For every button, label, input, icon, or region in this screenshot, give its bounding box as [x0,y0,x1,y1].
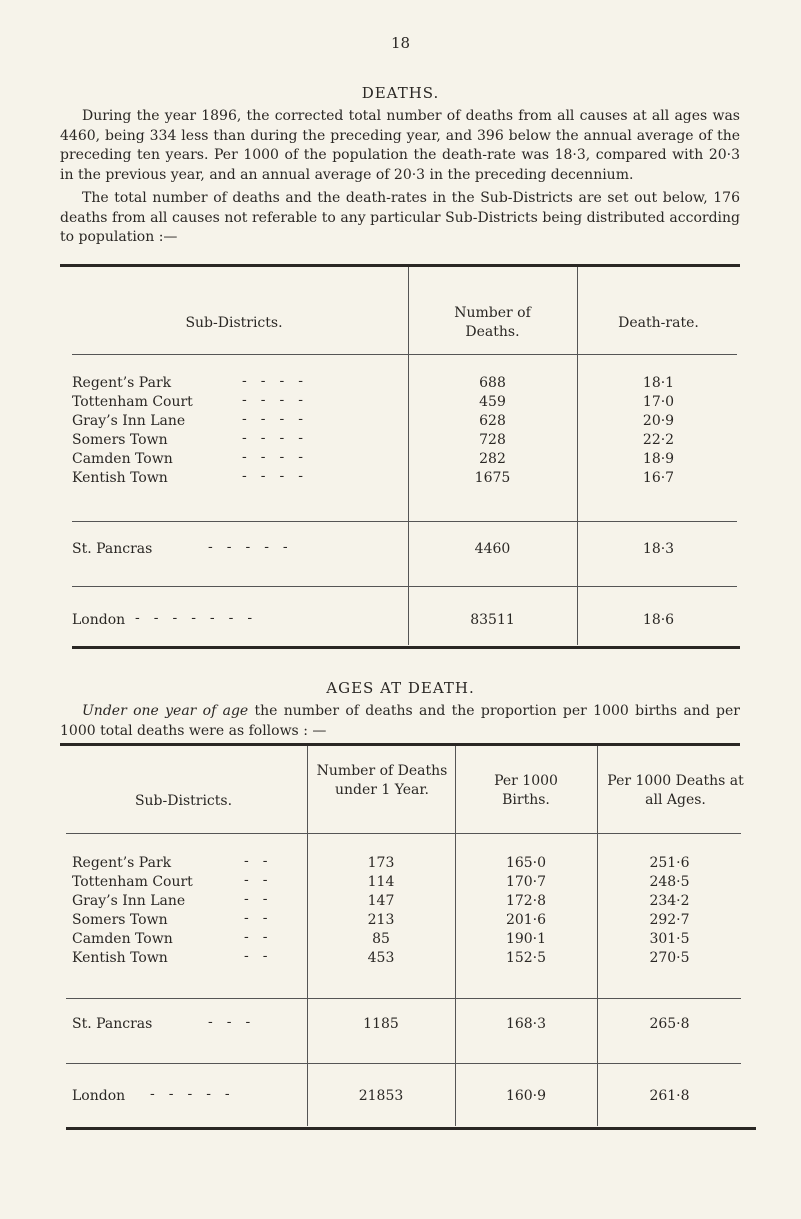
row-births: 172·8 [505,893,547,909]
leader-dots: -- [244,853,282,869]
row-deaths: 688 [479,375,506,391]
row-births: 152·5 [505,950,547,966]
leader-dots: ----- [208,539,302,555]
london-deaths: 83511 [470,612,515,628]
st-pancras-label: St. Pancras [72,1016,153,1032]
row-deaths: 173 [367,855,395,871]
row-births: 201·6 [505,912,547,928]
leader-dots: ---- [242,411,317,427]
leader-dots: ---- [242,468,317,484]
row-label: Regent’s Park [72,855,172,871]
leader-dots: -- [244,948,282,964]
leader-dots: --- [208,1014,265,1030]
row-label: Tottenham Court [72,874,193,890]
table-rule [60,743,740,746]
column-header: Death-rate. [618,315,699,331]
leader-dots: ---- [242,373,317,389]
row-label: Somers Town [72,912,168,928]
london-deaths: 21853 [358,1088,404,1104]
leader-dots: ------- [135,610,267,626]
column-header: Number of Deaths under 1 Year. [316,763,448,798]
row-label: Kentish Town [72,470,168,486]
total-rule [72,586,737,587]
row-deaths: 453 [367,950,395,966]
st-pancras-label: St. Pancras [72,541,153,557]
row-label: Camden Town [72,451,173,467]
total-rule [72,521,737,522]
row-label: Gray’s Inn Lane [72,893,186,909]
row-all: 234·2 [649,893,690,909]
page-number: 18 [390,34,411,52]
row-deaths: 459 [479,394,506,410]
row-births: 170·7 [505,874,547,890]
row-label: Regent’s Park [72,375,172,391]
row-rate: 18·1 [642,375,675,391]
row-rate: 22·2 [642,432,675,448]
total-rule [66,1063,741,1064]
row-deaths: 282 [479,451,506,467]
london-births: 160·9 [505,1088,547,1104]
leader-dots: ---- [242,392,317,408]
row-rate: 16·7 [642,470,675,486]
row-deaths: 147 [367,893,395,909]
leader-dots: ---- [242,449,317,465]
st-pancras-rate: 18·3 [642,541,675,557]
row-rate: 17·0 [642,394,675,410]
row-rate: 20·9 [642,413,675,429]
leader-dots: ---- [242,430,317,446]
st-pancras-all: 265·8 [649,1016,690,1032]
row-births: 190·1 [505,931,547,947]
row-all: 251·6 [649,855,690,871]
column-header: Per 1000 Births. [494,773,558,808]
row-deaths: 213 [367,912,395,928]
leader-dots: -- [244,872,282,888]
london-all: 261·8 [649,1088,690,1104]
st-pancras-deaths: 1185 [363,1016,399,1032]
row-deaths: 1675 [474,470,511,486]
leader-dots: ----- [150,1086,244,1102]
st-pancras-births: 168·3 [505,1016,547,1032]
ages-intro-italic: Under one year of age [82,703,249,719]
total-rule [66,998,741,999]
leader-dots: -- [244,891,282,907]
column-header: Sub-Districts. [185,315,283,331]
row-label: Gray’s Inn Lane [72,413,186,429]
deaths-heading: DEATHS. [361,84,440,102]
column-header: Number of Deaths. [454,305,531,340]
leader-dots: -- [244,929,282,945]
row-label: Camden Town [72,931,173,947]
leader-dots: -- [244,910,282,926]
deaths-paragraph-1: During the year 1896, the corrected total number of deaths from all causes at all ages was 4460, being 334 less than during the preceding year, and 396 below the annual average of the preceding ten years. Per 1000 of the population the death-rate was 18·3, compared with 20·3 in the previous year, and an annual average of 20·3 in the preceding decennium. [60,108,740,183]
london-label: London [72,1088,126,1104]
deaths-paragraph-2: The total number of deaths and the death-rates in the Sub-Districts are set out below, 176 deaths from all causes not referable to any particular Sub-Districts being distributed according to population :— [60,190,740,245]
table-rule [66,1127,756,1130]
table-rule [60,264,740,267]
london-label: London [72,612,126,628]
header-rule [66,833,741,834]
row-deaths: 114 [367,874,395,890]
ages-heading: AGES AT DEATH. [326,679,475,697]
row-label: Tottenham Court [72,394,193,410]
row-all: 270·5 [649,950,690,966]
column-header: Per 1000 Deaths at all Ages. [607,773,744,808]
column-header: Sub-Districts. [134,793,233,809]
london-rate: 18·6 [642,612,675,628]
ages-paragraph [60,702,740,741]
row-all: 292·7 [649,912,690,928]
row-label: Kentish Town [72,950,168,966]
table-rule [72,646,740,649]
row-all: 301·5 [649,931,690,947]
row-deaths: 628 [479,413,506,429]
row-rate: 18·9 [642,451,675,467]
ages-intro-text: the number of deaths and the proportion per 1000 births and per 1000 total deaths were as follows : — [60,703,740,739]
row-deaths: 85 [372,931,390,947]
row-all: 248·5 [649,874,690,890]
row-deaths: 728 [479,432,506,448]
st-pancras-deaths: 4460 [474,541,511,557]
header-rule [72,354,737,355]
row-label: Somers Town [72,432,168,448]
row-births: 165·0 [505,855,547,871]
